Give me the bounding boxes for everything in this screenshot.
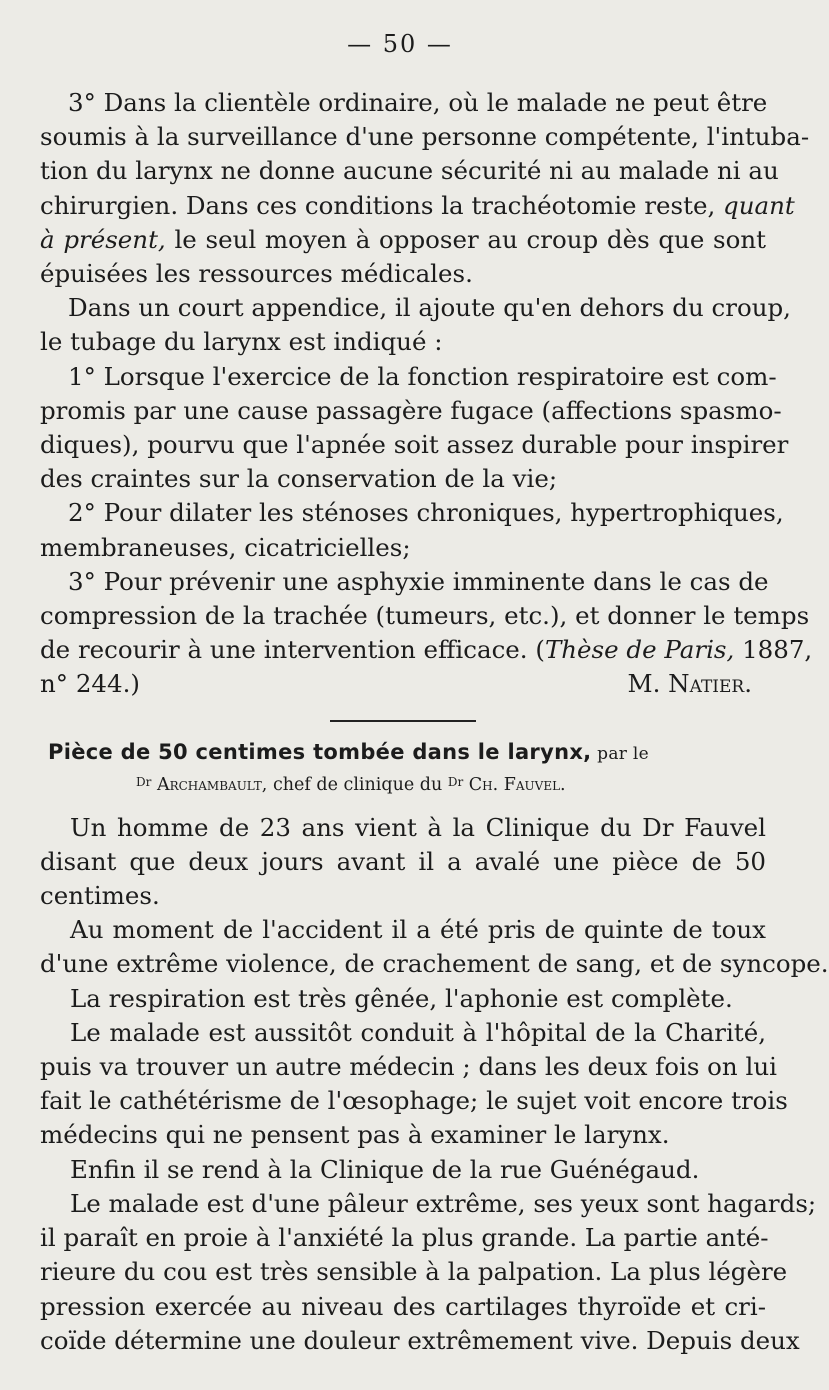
text-line: 3° Dans la clientèle ordinaire, où le malade ne peut être (68, 88, 768, 117)
text-line: centimes. (40, 881, 160, 911)
text-line: Un homme de 23 ans vient à la Clinique du Dr Fauvel (70, 812, 766, 842)
italic-text: quant (723, 190, 795, 220)
text-line: compression de la trachée (tumeurs, etc.), et donner le temps (40, 601, 810, 631)
text-line: Dans un court appendice, il ajoute qu'en dehors du croup, (68, 293, 791, 323)
text-line: pression exercée au niveau des cartilages thyroïde et cri- (40, 1291, 766, 1321)
signature: M. Natier. (627, 669, 752, 699)
text-line: il paraît en proie à l'anxiété la plus grande. La partie anté- (40, 1223, 769, 1253)
text-line: 3° Pour prévenir une asphyxie imminente dans le cas de (68, 566, 769, 596)
text-line: soumis à la surveillance d'une personne compétente, l'intuba- (40, 122, 810, 152)
article-body (40, 811, 829, 1358)
text-line: 2° Pour dilater les sténoses chroniques, hypertrophiques, (68, 498, 784, 528)
text-line: La respiration est très gênée, l'aphonie est complète. (70, 983, 733, 1013)
page-body (40, 86, 829, 1358)
text-line: rieure du cou est très sensible à la palpation. La plus légère (40, 1257, 788, 1287)
text-line: 1° Lorsque l'exercice de la fonction respiratoire est com- (68, 361, 777, 391)
text-line: membraneuses, cicatricielles; (40, 532, 411, 562)
text-line: Le malade est d'une pâleur extrême, ses yeux sont hagards; (70, 1188, 817, 1218)
text-line: épuisées les ressources médicales. (40, 259, 473, 289)
text-line: médecins qui ne pensent pas à examiner le larynx. (40, 1120, 670, 1150)
text-line: Au moment de l'accident il a été pris de quinte de toux (70, 915, 766, 945)
page-number: — 50 — (347, 30, 453, 58)
text-line: chirurgien. Dans ces conditions la trachéotomie reste, quant (40, 190, 795, 220)
text-line: d'une extrême violence, de crachement de sang, et de syncope. (40, 949, 829, 979)
text-line: promis par une cause passagère fugace (affections spasmo- (40, 395, 782, 425)
article-heading: Pièce de 50 centimes tombée dans le larynx, par le (48, 739, 650, 764)
text-line: puis va trouver un autre médecin ; dans les deux fois on lui (40, 1052, 777, 1082)
italic-text: Thèse de Paris, (544, 635, 735, 665)
text-line: coïde détermine une douleur extrêmement vive. Depuis deux (40, 1325, 800, 1355)
italic-text: à présent, (40, 224, 166, 254)
text-line: des craintes sur la conservation de la vie; (40, 464, 558, 494)
text-line: disant que deux jours avant il a avalé une pièce de 50 (40, 846, 766, 876)
text-line: le tubage du larynx est indiqué : (40, 327, 443, 357)
article-byline: $^{Dr}$ Archambault, chef de clinique du $^{Dr}$ Ch. Fauvel. (136, 774, 566, 795)
signature-line (40, 667, 766, 701)
text-line: fait le cathétérisme de l'œsophage; le sujet voit encore trois (40, 1086, 788, 1116)
reference-number: n° 244.) (40, 669, 140, 699)
text-line: Le malade est aussitôt conduit à l'hôpital de la Charité, (70, 1017, 766, 1047)
text-line: diques), pourvu que l'apnée soit assez durable pour inspirer (40, 430, 789, 460)
text-line: de recourir à une intervention efficace. (Thèse de Paris, 1887, (40, 635, 813, 665)
text-line: à présent, le seul moyen à opposer au croup dès que sont (40, 224, 766, 254)
section-divider (330, 720, 476, 722)
text-line: Enfin il se rend à la Clinique de la rue Guénégaud. (70, 1154, 700, 1184)
text-line: tion du larynx ne donne aucune sécurité ni au malade ni au (40, 156, 779, 186)
